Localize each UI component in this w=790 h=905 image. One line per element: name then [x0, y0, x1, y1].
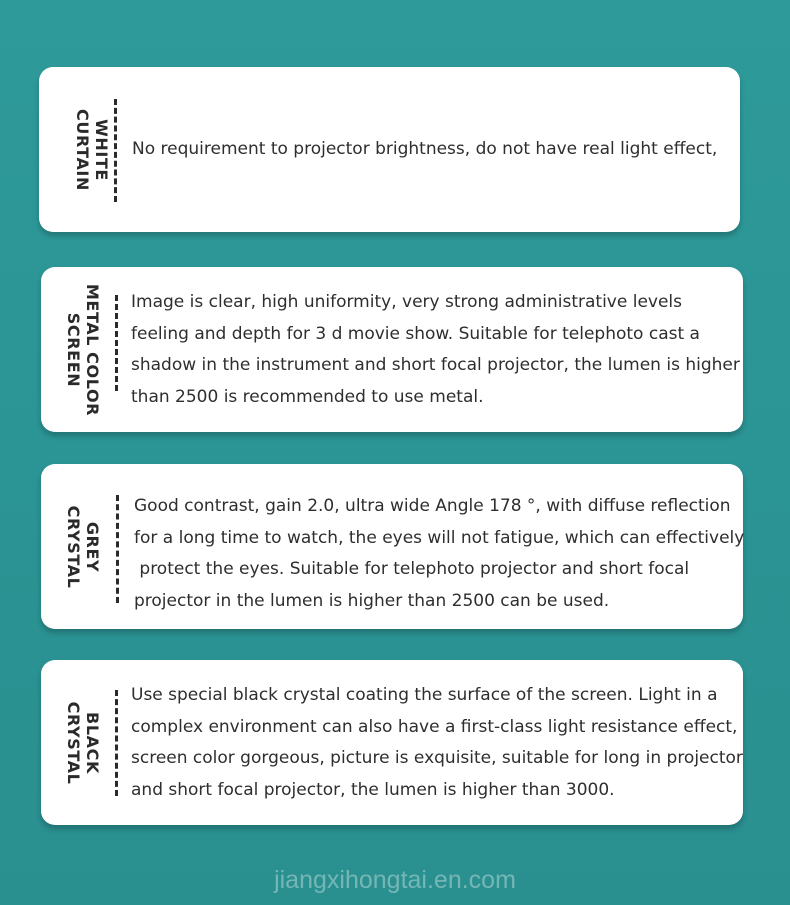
card-title-line: SCREEN [64, 312, 83, 387]
description-line: projector in the lumen is higher than 2500 can be used. [134, 590, 610, 611]
card-grey-crystal [41, 464, 743, 629]
card-title-line: CRYSTAL [64, 505, 83, 588]
dashed-divider [115, 690, 118, 796]
description-line: than 2500 is recommended to use metal. [131, 386, 484, 407]
description-line: protect the eyes. Suitable for telephoto projector and short focal [134, 559, 690, 579]
card-black-crystal [41, 660, 743, 825]
card-description [131, 287, 740, 413]
card-title-line: GREY [83, 521, 102, 572]
card-title-line: CRYSTAL [64, 701, 83, 784]
description-line: No requirement to projector brightness, do not have real light effect, [132, 139, 718, 159]
description-line: complex environment can also have a first-class light resistance effect, [131, 716, 738, 737]
card-title-line: BLACK [83, 711, 102, 774]
dashed-divider [115, 295, 118, 391]
card-description [131, 680, 743, 806]
description-line: for a long time to watch, the eyes will not fatigue, which can effectively [134, 527, 745, 548]
card-metal-color-screen [41, 267, 743, 432]
description-line: Good contrast, gain 2.0, ultra wide Angle 178 °, with diffuse reflection [134, 496, 731, 516]
description-line: screen color gorgeous, picture is exquisite, suitable for long in projector [131, 748, 743, 768]
card-description [132, 134, 717, 166]
card-title-line: CURTAIN [73, 108, 92, 191]
description-line: Image is clear, high uniformity, very strong administrative levels [131, 292, 682, 312]
card-white-curtain [39, 67, 740, 232]
description-line: and short focal projector, the lumen is higher than 3000. [131, 779, 615, 800]
description-line: Use special black crystal coating the surface of the screen. Light in a [131, 685, 718, 705]
card-description [134, 491, 744, 617]
card-title-line: WHITE [92, 118, 111, 181]
description-line: shadow in the instrument and short focal projector, the lumen is higher [131, 355, 740, 375]
description-line: feeling and depth for 3 d movie show. Suitable for telephoto cast a [131, 323, 700, 344]
card-title-line: METAL COLOR [83, 283, 102, 416]
dashed-divider [114, 99, 117, 202]
watermark: jiangxihongtai.en.com [274, 866, 516, 894]
dashed-divider [116, 495, 119, 603]
